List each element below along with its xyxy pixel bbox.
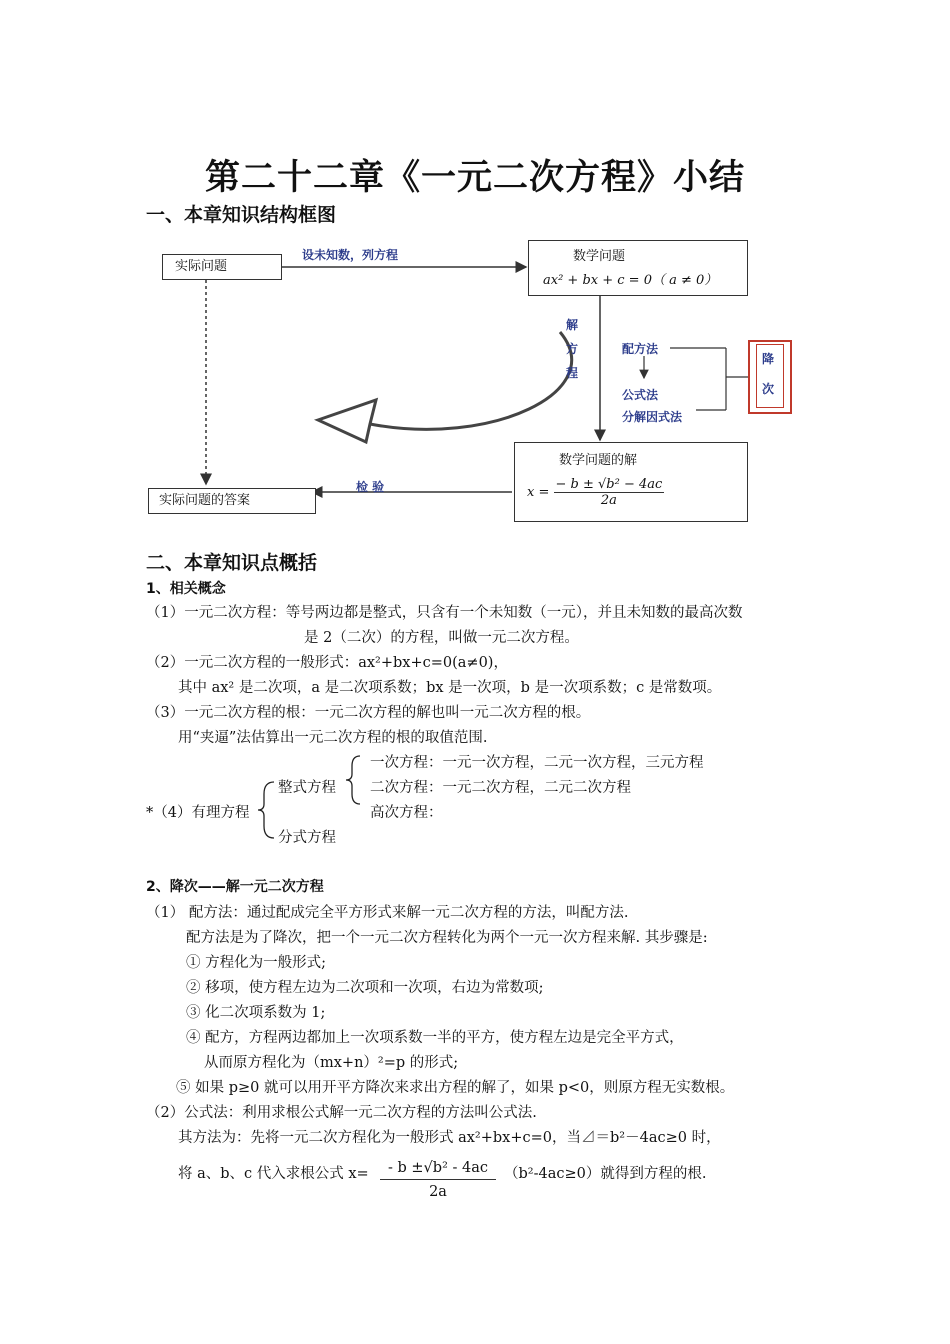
math-problem-title: 数学问题 [573, 249, 626, 264]
concept-3a: （3）一元二次方程的根：一元二次方程的解也叫一元二次方程的根。 [146, 705, 591, 721]
step-4: ④ 配方，方程两边都加上一次项系数一半的平方，使方程左边是完全平方式， [186, 1030, 684, 1046]
tree-root: *（4）有理方程 [146, 805, 250, 821]
box-real-answer: 实际问题的答案 [148, 488, 316, 514]
box-real-problem: 实际问题 [162, 254, 282, 280]
concept-1a: （1）一元二次方程：等号两边都是整式，只含有一个未知数（一元），并且未知数的最高次数 [146, 605, 743, 621]
formula-denominator: 2a [429, 1184, 447, 1200]
solution-lhs: x = [527, 485, 550, 500]
solve-char-1: 解 [566, 318, 579, 332]
box-math-problem [528, 240, 748, 296]
tree-braces [256, 754, 366, 844]
solution-denominator: 2a [600, 493, 617, 508]
solution-numerator: − b ± √b² − 4ac [555, 477, 663, 492]
tree-leaf-3: 高次方程： [370, 805, 443, 821]
page-title: 第二十二章《一元二次方程》小结 [204, 158, 745, 198]
solve-char-2: 方 [566, 342, 579, 356]
solution-title: 数学问题的解 [559, 453, 638, 468]
tree-node-polynomial: 整式方程 [278, 780, 336, 796]
solve-char-3: 程 [566, 366, 579, 380]
subheading-1: 1、相关概念 [146, 581, 226, 597]
method-2-intro: 其方法为：先将一元二次方程化为一般形式 ax²+bx+c=0，当⊿＝b²－4ac≥0 时， [178, 1130, 721, 1146]
formula-fraction [380, 1160, 496, 1200]
method-1-intro: 配方法是为了降次，把一个一元二次方程转化为两个一元一次方程来解. 其步骤是: [186, 930, 708, 946]
step-2: ② 移项，使方程左边为二次项和一次项，右边为常数项; [186, 980, 544, 996]
formula-suffix: （b²-4ac≥0）就得到方程的根. [504, 1166, 707, 1182]
concept-2a: （2）一元二次方程的一般形式：ax²+bx+c=0(a≠0)， [146, 655, 508, 671]
method-factoring: 分解因式法 [622, 410, 683, 424]
math-problem-equation: ax² + bx + c = 0（ a ≠ 0） [543, 273, 718, 288]
concept-2b: 其中 ax² 是二次项，a 是二次项系数；bx 是一次项，b 是一次项系数；c 是常数项。 [178, 680, 722, 696]
tree-leaf-2: 二次方程：一元二次方程，二元二次方程 [370, 780, 631, 796]
tree-leaf-1: 一次方程：一元一次方程，二元一次方程，三元方程 [370, 755, 704, 771]
subheading-2: 2、降次——解一元二次方程 [146, 879, 324, 895]
formula-numerator: - b ±√b² - 4ac [380, 1160, 496, 1180]
solution-formula [527, 477, 664, 508]
section-heading-1: 一、本章知识结构框图 [146, 204, 337, 226]
step-1: ① 方程化为一般形式; [186, 955, 326, 971]
method-2-title: （2）公式法：利用求根公式解一元二次方程的方法叫公式法. [146, 1105, 537, 1121]
structure-diagram [140, 232, 820, 532]
step-5: ⑤ 如果 p≥0 就可以用开平方降次来求出方程的解了，如果 p<0，则原方程无实数根。 [176, 1080, 735, 1096]
reduce-char-2: 次 [762, 382, 775, 396]
concept-1b: 是 2（二次）的方程，叫做一元二次方程。 [304, 630, 579, 646]
method-completing-square: 配方法 [622, 342, 659, 356]
reduce-char-1: 降 [762, 352, 775, 366]
step-4b: 从而原方程化为（mx+n）²=p 的形式; [204, 1055, 459, 1071]
box-solution [514, 442, 748, 522]
label-set-equation: 设未知数，列方程 [302, 248, 399, 262]
concept-3b: 用“夹逼”法估算出一元二次方程的根的取值范围. [178, 730, 488, 746]
reduce-degree-box [748, 340, 792, 414]
step-3: ③ 化二次项系数为 1; [186, 1005, 326, 1021]
method-formula: 公式法 [622, 388, 659, 402]
tree-node-fractional: 分式方程 [278, 830, 336, 846]
label-check: 检 验 [356, 480, 385, 494]
formula-prefix: 将 a、b、c 代入求根公式 x= [178, 1166, 369, 1182]
section-heading-2: 二、本章知识点概括 [146, 552, 318, 574]
method-1-title: （1） 配方法：通过配成完全平方形式来解一元二次方程的方法，叫配方法. [146, 905, 629, 921]
solution-fraction [554, 477, 665, 508]
